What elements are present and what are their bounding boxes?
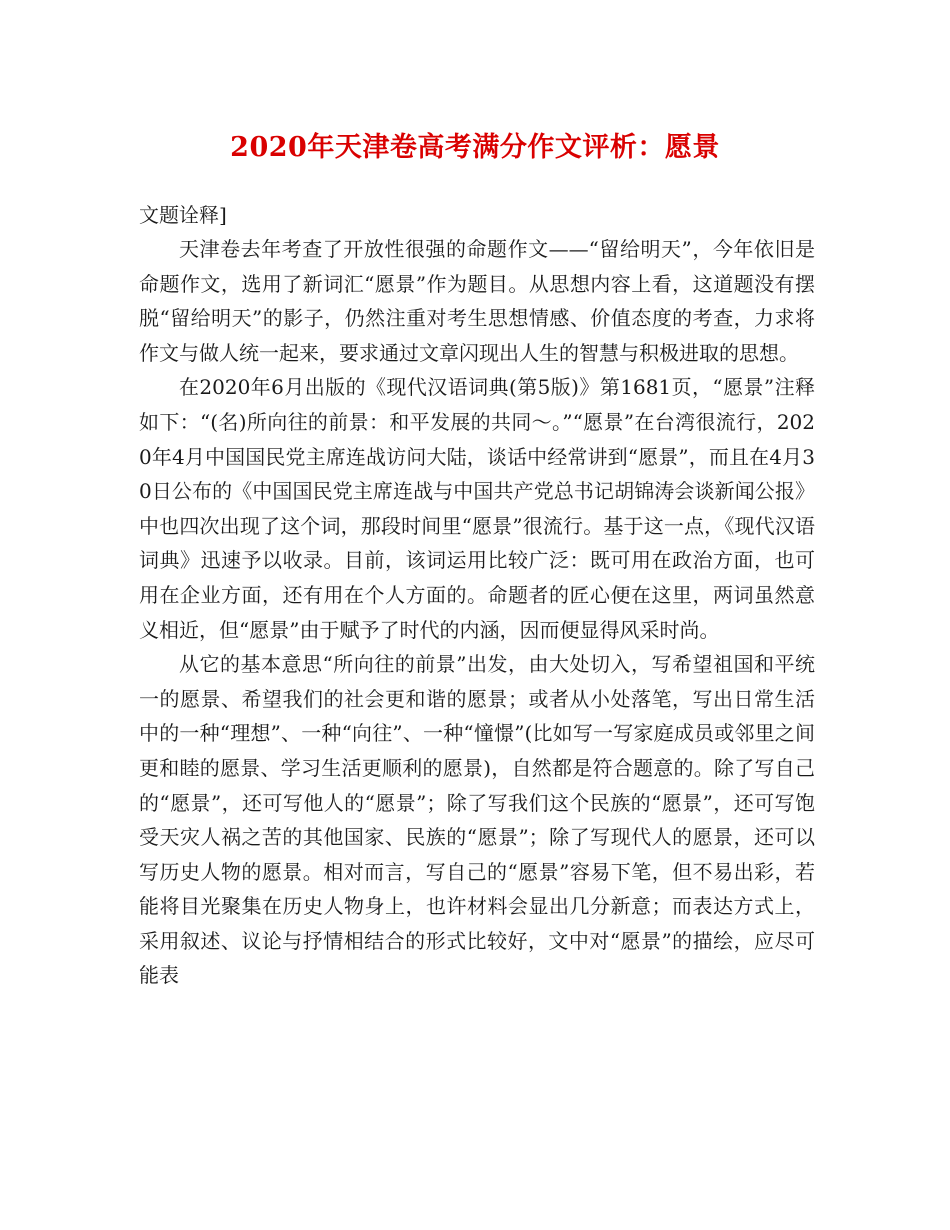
document-body — [139, 198, 815, 993]
paragraph-2: 在2020年6月出版的《现代汉语词典(第5版)》第1681页，“愿景”注释如下：“(名)所向往的前景：和平发展的共同～。”“愿景”在台湾很流行，2020年4月中国国民党主席连战访问大陆，谈话中经常讲到“愿景”，而且在4月30日公布的《中国国民党主席连战与中国共产党总书记胡锦涛会谈新闻公报》中也四次出现了这个词，那段时间里“愿景”很流行。基于这一点，《现代汉语词典》迅速予以收录。目前，该词运用比较广泛：既可用在政治方面，也可用在企业方面，还有用在个人方面的。命题者的匠心便在这里，两词虽然意义相近，但“愿景”由于赋予了时代的内涵，因而便显得风采时尚。 — [139, 375, 815, 642]
paragraph-3: 从它的基本意思“所向往的前景”出发，由大处切入，写希望祖国和平统一的愿景、希望我们的社会更和谐的愿景；或者从小处落笔，写出日常生活中的一种“理想”、一种“向往”、一种“憧憬”(比如写一写家庭成员或邻里之间更和睦的愿景、学习生活更顺利的愿景)，自然都是符合题意的。除了写自己的“愿景”，还可写他人的“愿景”；除了写我们这个民族的“愿景”，还可写饱受天灾人祸之苦的其他国家、民族的“愿景”；除了写现代人的愿景，还可以写历史人物的愿景。相对而言，写自己的“愿景”容易下笔，但不易出彩，若能将目光聚集在历史人物身上，也许材料会显出几分新意；而表达方式上，采用叙述、议论与抒情相结合的形式比较好，文中对“愿景”的描绘，应尽可能表 — [139, 652, 815, 988]
document-title: 2020年天津卷高考满分作文评析：愿景 — [230, 132, 720, 163]
section-label: 文题诠释] — [139, 203, 227, 227]
paragraph-1: 天津卷去年考查了开放性很强的命题作文——“留给明天”，今年依旧是命题作文，选用了新词汇“愿景”作为题目。从思想内容上看，这道题没有摆脱“留给明天”的影子，仍然注重对考生思想情感、价值态度的考查，力求将作文与做人统一起来，要求通过文章闪现出人生的智慧与积极进取的思想。 — [139, 237, 815, 365]
